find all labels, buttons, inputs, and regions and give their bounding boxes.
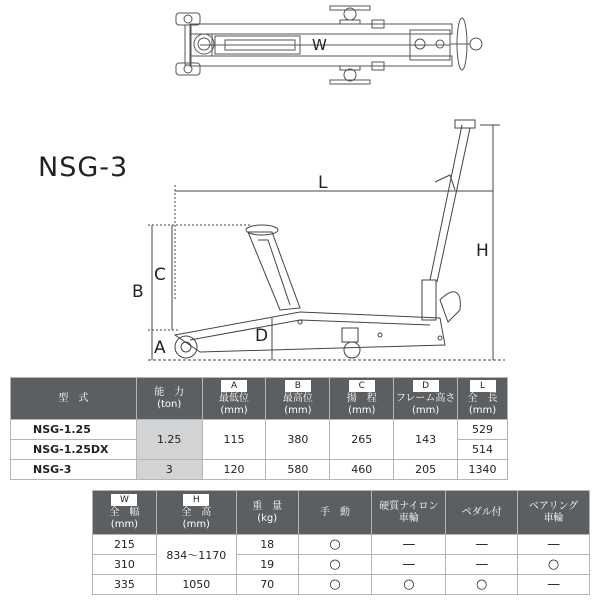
bearing-cell: ○ (518, 555, 590, 575)
spec-table-2 (92, 490, 590, 595)
b-cell: 380 (266, 420, 330, 460)
a-cell: 115 (202, 420, 266, 460)
header-manual: 手 動 (298, 491, 372, 535)
h-cell: 834〜1170 (156, 535, 236, 575)
dim-h-label: H (476, 241, 489, 261)
model-title: NSG-3 (38, 152, 129, 183)
model-cell: NSG-1.25 (11, 420, 137, 440)
l-cell: 529 (458, 420, 508, 440)
l-cell: 1340 (458, 460, 508, 480)
header-capacity: 能 力 (ton) (136, 378, 202, 420)
model-cell: NSG-1.25DX (11, 440, 137, 460)
header-l: L 全 長 (mm) (458, 378, 508, 420)
a-cell: 120 (202, 460, 266, 480)
header-nylon: 硬質ナイロン 車輪 (372, 491, 446, 535)
w-cell: 310 (93, 555, 157, 575)
header-pedal: ペダル付 (446, 491, 518, 535)
header-type: 型 式 (11, 378, 137, 420)
table-row (93, 575, 590, 595)
l-cell: 514 (458, 440, 508, 460)
header-c: C 揚 程 (mm) (330, 378, 394, 420)
header-a: A 最低位 (mm) (202, 378, 266, 420)
table-row (11, 460, 508, 480)
header-h: H 全 高 (mm) (156, 491, 236, 535)
weight-cell: 70 (236, 575, 298, 595)
dim-a-label: A (154, 338, 166, 358)
pedal-cell: — (446, 555, 518, 575)
header-bearing: ベアリング 車輪 (518, 491, 590, 535)
c-cell: 460 (330, 460, 394, 480)
b-cell: 580 (266, 460, 330, 480)
spec-table-1 (10, 377, 508, 480)
pedal-cell: — (446, 535, 518, 555)
weight-cell: 19 (236, 555, 298, 575)
nylon-cell: ○ (372, 575, 446, 595)
nylon-cell: — (372, 535, 446, 555)
d-cell: 205 (394, 460, 458, 480)
nylon-cell: — (372, 555, 446, 575)
table-row (93, 535, 590, 555)
bearing-cell: — (518, 535, 590, 555)
pedal-cell: ○ (446, 575, 518, 595)
bearing-cell: — (518, 575, 590, 595)
header-b: B 最高位 (mm) (266, 378, 330, 420)
header-d: D フレーム高さ (mm) (394, 378, 458, 420)
w-cell: 215 (93, 535, 157, 555)
h-cell: 1050 (156, 575, 236, 595)
dim-b-label: B (132, 282, 144, 302)
dim-d-label: D (255, 326, 269, 346)
top-view-drawing (0, 0, 600, 100)
manual-cell: ○ (298, 575, 372, 595)
capacity-cell: 3 (136, 460, 202, 480)
model-cell: NSG-3 (11, 460, 137, 480)
dim-l-label: L (318, 173, 328, 193)
c-cell: 265 (330, 420, 394, 460)
side-view-drawing (0, 110, 600, 370)
d-cell: 143 (394, 420, 458, 460)
header-weight: 重 量 (kg) (236, 491, 298, 535)
w-cell: 335 (93, 575, 157, 595)
dim-c-label: C (154, 265, 166, 285)
dim-w-label: W (312, 36, 327, 54)
manual-cell: ○ (298, 555, 372, 575)
weight-cell: 18 (236, 535, 298, 555)
table-row (11, 420, 508, 440)
manual-cell: ○ (298, 535, 372, 555)
capacity-cell: 1.25 (136, 420, 202, 460)
header-w: W 全 幅 (mm) (93, 491, 157, 535)
